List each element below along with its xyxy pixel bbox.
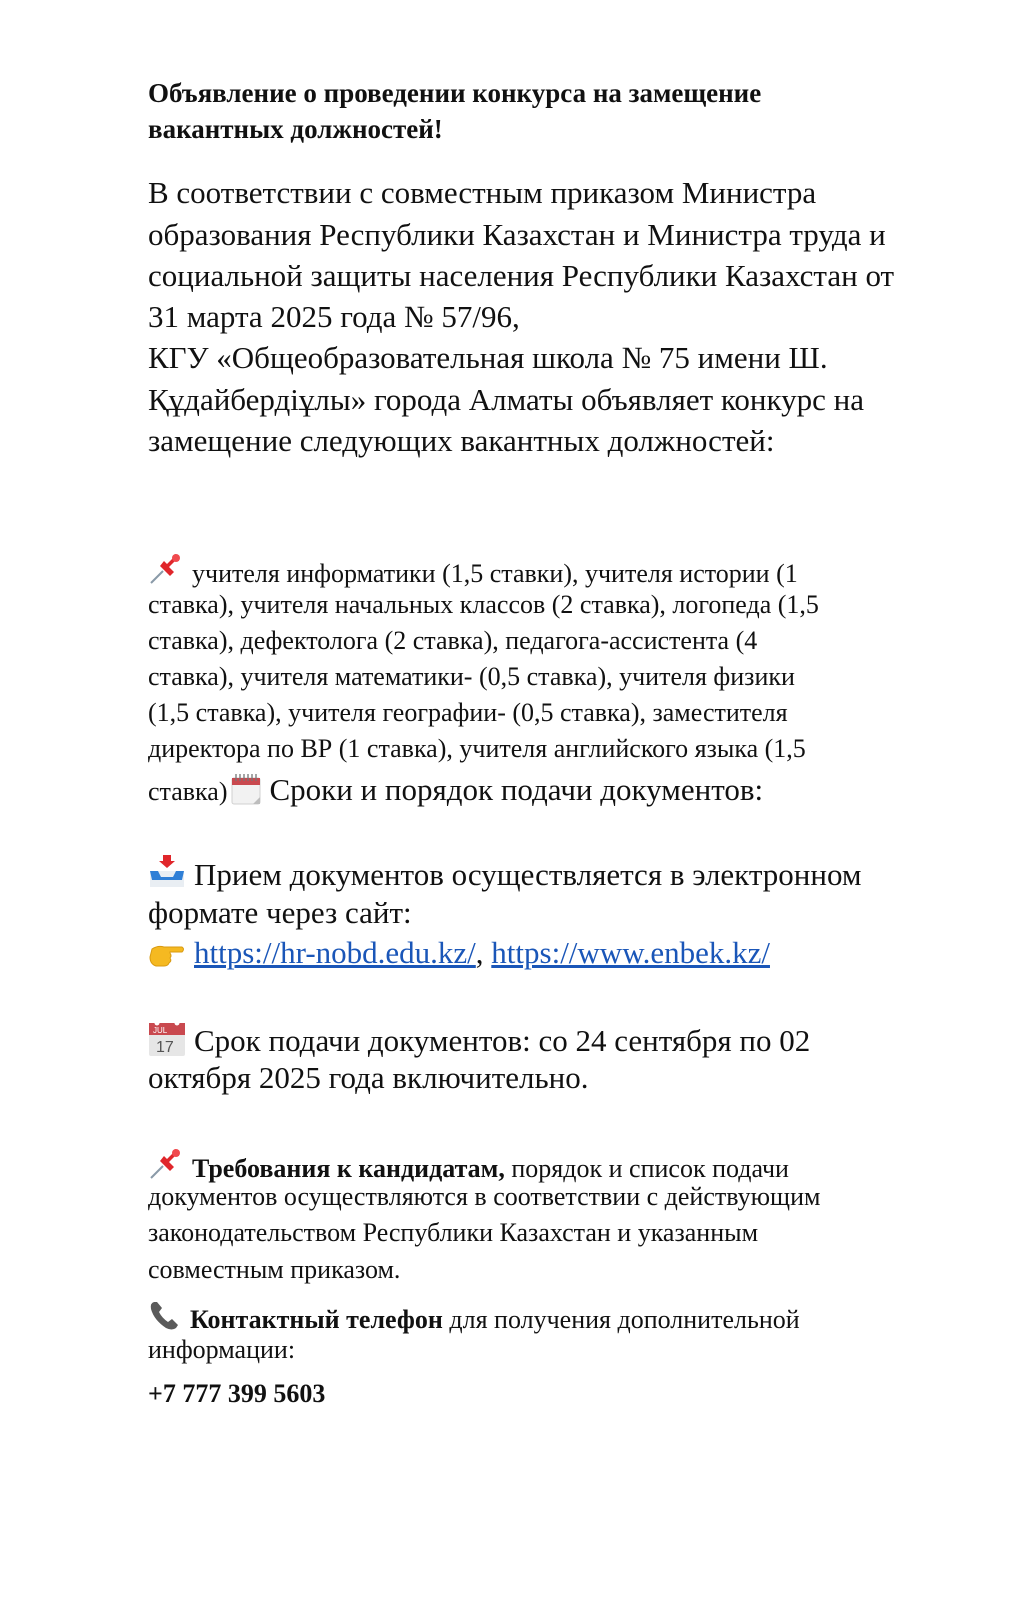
intro-line-3: социальной защиты населения Республики Казахстан от	[148, 258, 895, 293]
links-separator: ,	[475, 935, 484, 970]
contact-text: для получения дополнительной	[442, 1305, 800, 1334]
submission-links-line	[148, 937, 770, 968]
inbox-tray-icon	[148, 855, 186, 889]
requirements-heading: Требования к кандидатам,	[192, 1154, 505, 1183]
document-title-line-1: Объявление о проведении конкурса на замещение	[148, 78, 762, 108]
contact-line-1	[148, 1300, 800, 1333]
vacancies-text: учителя информатики (1,5 ставки), учителя истории (1	[192, 559, 798, 588]
contact-phone[interactable]: +7 777 399 5603	[148, 1379, 326, 1408]
pointing-hand-icon	[148, 939, 186, 967]
vacancies-line-3: ставка), дефектолога (2 ставка), педагога-ассистента (4	[148, 626, 758, 655]
requirements-line-4: совместным приказом.	[148, 1255, 401, 1284]
contact-heading: Контактный телефон	[190, 1305, 443, 1334]
vacancies-line-4: ставка), учителя математики- (0,5 ставка), учителя физики	[148, 662, 795, 691]
calendar-month: JUL	[153, 1026, 168, 1035]
pushpin-icon	[148, 552, 184, 586]
calendar-day: 17	[156, 1039, 174, 1056]
vacancies-line-7	[148, 772, 763, 806]
intro-line-4: 31 марта 2025 года № 57/96,	[148, 299, 520, 334]
requirements-line-1	[148, 1147, 789, 1182]
calendar-icon	[148, 1019, 186, 1057]
deadline-line-1	[148, 1019, 810, 1057]
submission-text: Прием документов осуществляется в электронном	[194, 857, 862, 892]
vacancies-line-1	[148, 552, 798, 587]
vacancies-last-text: ставка)	[148, 777, 228, 806]
intro-line-5: КГУ «Общеобразовательная школа № 75 имени Ш.	[148, 340, 828, 375]
hr-nobd-link[interactable]: https://hr-nobd.edu.kz/	[194, 935, 476, 970]
contact-line-2: информации:	[148, 1335, 296, 1364]
requirements-line-2: документов осуществляются в соответствии с действующим	[148, 1182, 821, 1211]
spiral-notepad-icon	[229, 772, 263, 806]
requirements-text: порядок и список подачи	[504, 1154, 789, 1183]
deadline-text: Срок подачи документов: со 24 сентября по 02	[194, 1023, 811, 1058]
requirements-line-3: законодательством Республики Казахстан и указанным	[148, 1218, 759, 1247]
intro-line-7: замещение следующих вакантных должностей:	[148, 423, 775, 458]
submission-line-2: формате через сайт:	[148, 895, 412, 930]
document-title-line-2: вакантных должностей!	[148, 114, 443, 144]
deadlines-heading: Сроки и порядок подачи документов:	[269, 772, 764, 807]
telephone-icon	[148, 1300, 182, 1332]
vacancies-line-6: директора по ВР (1 ставка), учителя английского языка (1,5	[148, 734, 806, 763]
intro-line-6: Құдайбердіұлы» города Алматы объявляет конкурс на	[148, 382, 864, 417]
submission-line-1	[148, 855, 861, 890]
deadline-line-2: октября 2025 года включительно.	[148, 1060, 589, 1095]
intro-line-1: В соответствии с совместным приказом Министра	[148, 175, 817, 210]
vacancies-line-5: (1,5 ставка), учителя географии- (0,5 ставка), заместителя	[148, 698, 788, 727]
enbek-link[interactable]: https://www.enbek.kz/	[491, 935, 770, 970]
intro-line-2: образования Республики Казахстан и Министра труда и	[148, 217, 886, 252]
pushpin-icon	[148, 1147, 184, 1181]
vacancies-line-2: ставка), учителя начальных классов (2 ставка), логопеда (1,5	[148, 590, 819, 619]
